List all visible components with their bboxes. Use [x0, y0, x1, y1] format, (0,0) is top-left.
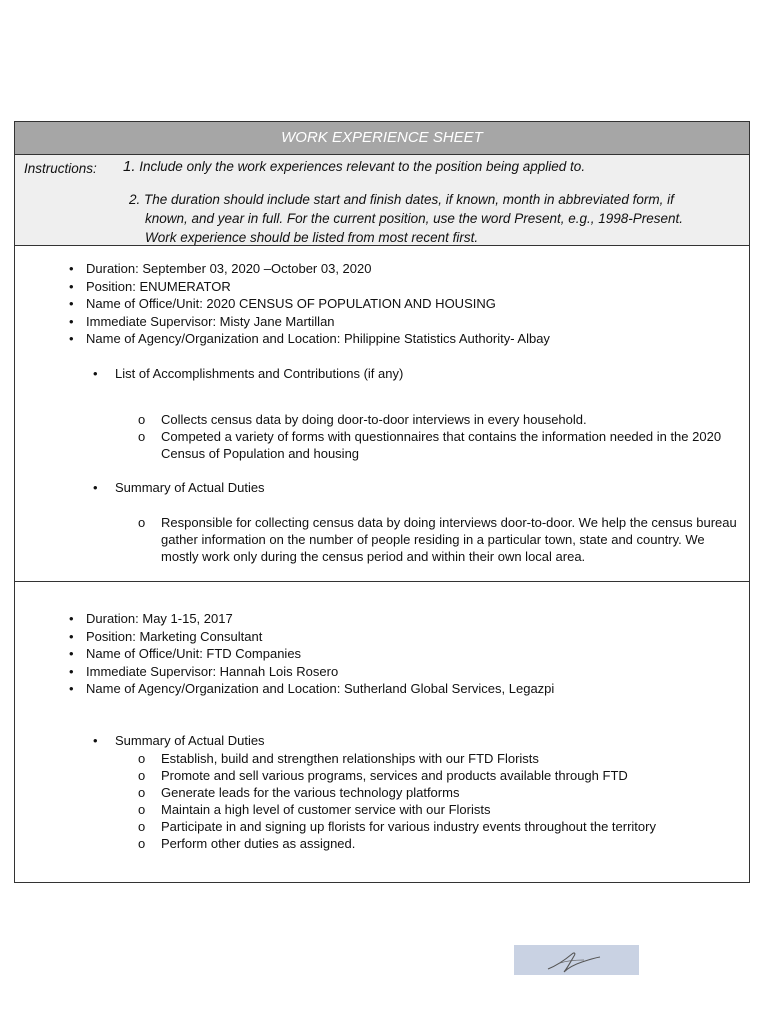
instruction-2-line-1: The duration should include start and finish dates, if known, month in abbreviated form, if — [144, 192, 674, 207]
sheet-title: WORK EXPERIENCE SHEET — [15, 122, 749, 155]
list-item: o Responsible for collecting census data by doing interviews door-to-door. We help the census bureau gather information on the number of people residing in a particular town, state and country. We mostly work only during the census period and within their own local area. — [138, 515, 737, 564]
accomplishments-list — [138, 411, 741, 462]
duties-heading: Summary of Actual Duties — [115, 480, 265, 495]
circle-bullet-icon: o — [138, 751, 146, 766]
duties-list — [138, 750, 741, 852]
bullet-icon: • — [69, 628, 74, 644]
signature-icon — [514, 945, 639, 975]
bullet-icon: • — [69, 313, 74, 329]
list-item: o Collects census data by doing door-to-door interviews in every household. — [138, 412, 587, 427]
circle-bullet-icon: o — [138, 785, 146, 800]
circle-bullet-icon: o — [138, 515, 146, 530]
office-item: • Name of Office/Unit: FTD Companies — [69, 646, 302, 661]
bullet-icon: • — [69, 296, 74, 311]
accomplishments-heading: List of Accomplishments and Contributions (if any) — [115, 366, 404, 381]
list-item: o Participate in and signing up florists for various industry events throughout the territory — [138, 819, 656, 834]
instruction-1 — [123, 158, 585, 175]
experience-1-details — [69, 260, 736, 348]
list-item: o Perform other duties as assigned. — [138, 836, 356, 851]
work-experience-sheet — [14, 121, 750, 883]
bullet-icon: • — [69, 278, 74, 294]
supervisor-item: • Immediate Supervisor: Hannah Lois Rosero — [69, 663, 339, 679]
signature-image — [514, 945, 639, 975]
duration-item: • Duration: September 03, 2020 –October 03, 2020 — [69, 261, 372, 276]
agency-item: • Name of Agency/Organization and Location: Philippine Statistics Authority- Albay — [69, 331, 550, 346]
circle-bullet-icon: o — [138, 836, 146, 851]
office-item: • Name of Office/Unit: 2020 CENSUS OF POPULATION AND HOUSING — [69, 296, 496, 311]
instruction-2 — [129, 190, 747, 247]
duties-heading-item — [93, 733, 265, 748]
instruction-2-line-2: known, and year in full. For the current position, use the word Present, e.g., 1998-Present. — [145, 211, 684, 226]
experience-entry-1 — [15, 246, 749, 582]
list-item: o Establish, build and strengthen relationships with our FTD Florists — [138, 751, 539, 766]
list-item: o Maintain a high level of customer service with our Florists — [138, 802, 491, 817]
bullet-icon: • — [69, 663, 74, 679]
circle-bullet-icon: o — [138, 412, 146, 427]
list-item: o Competed a variety of forms with questionnaires that contains the information needed in the 2020 Census of Population and housing — [138, 429, 722, 461]
bullet-icon: • — [93, 733, 98, 748]
circle-bullet-icon: o — [138, 819, 146, 834]
list-item: o Generate leads for the various technology platforms — [138, 785, 460, 800]
instruction-1-text: Include only the work experiences relevant to the position being applied to. — [139, 159, 586, 174]
circle-bullet-icon: o — [138, 768, 146, 783]
agency-item: • Name of Agency/Organization and Location: Sutherland Global Services, Legazpi — [69, 681, 555, 696]
bullet-icon: • — [69, 261, 74, 276]
list-item: o Promote and sell various programs, services and products available through FTD — [138, 768, 628, 783]
position-item: • Position: ENUMERATOR — [69, 278, 231, 294]
circle-bullet-icon: o — [138, 429, 146, 444]
bullet-icon: • — [69, 646, 74, 661]
supervisor-item: • Immediate Supervisor: Misty Jane Martillan — [69, 313, 335, 329]
instruction-2-line-3: Work experience should be listed from most recent first. — [145, 230, 479, 245]
duties-heading-item — [93, 480, 265, 495]
experience-entry-2 — [15, 582, 749, 882]
bullet-icon: • — [93, 480, 98, 495]
instructions-box — [15, 155, 749, 246]
bullet-icon: • — [93, 366, 98, 381]
duties-list — [138, 514, 741, 565]
duties-heading: Summary of Actual Duties — [115, 733, 265, 748]
instructions-label: Instructions: — [24, 161, 97, 176]
circle-bullet-icon: o — [138, 802, 146, 817]
experience-2-details — [69, 610, 736, 698]
bullet-icon: • — [69, 331, 74, 346]
instruction-1-number: 1. — [123, 158, 136, 175]
sheet-frame — [14, 121, 750, 883]
bullet-icon: • — [69, 681, 74, 696]
bullet-icon: • — [69, 611, 74, 626]
instruction-2-number: 2. — [129, 192, 141, 207]
position-item: • Position: Marketing Consultant — [69, 628, 263, 644]
accomplishments-heading-item — [93, 366, 404, 381]
duration-item: • Duration: May 1-15, 2017 — [69, 611, 233, 626]
